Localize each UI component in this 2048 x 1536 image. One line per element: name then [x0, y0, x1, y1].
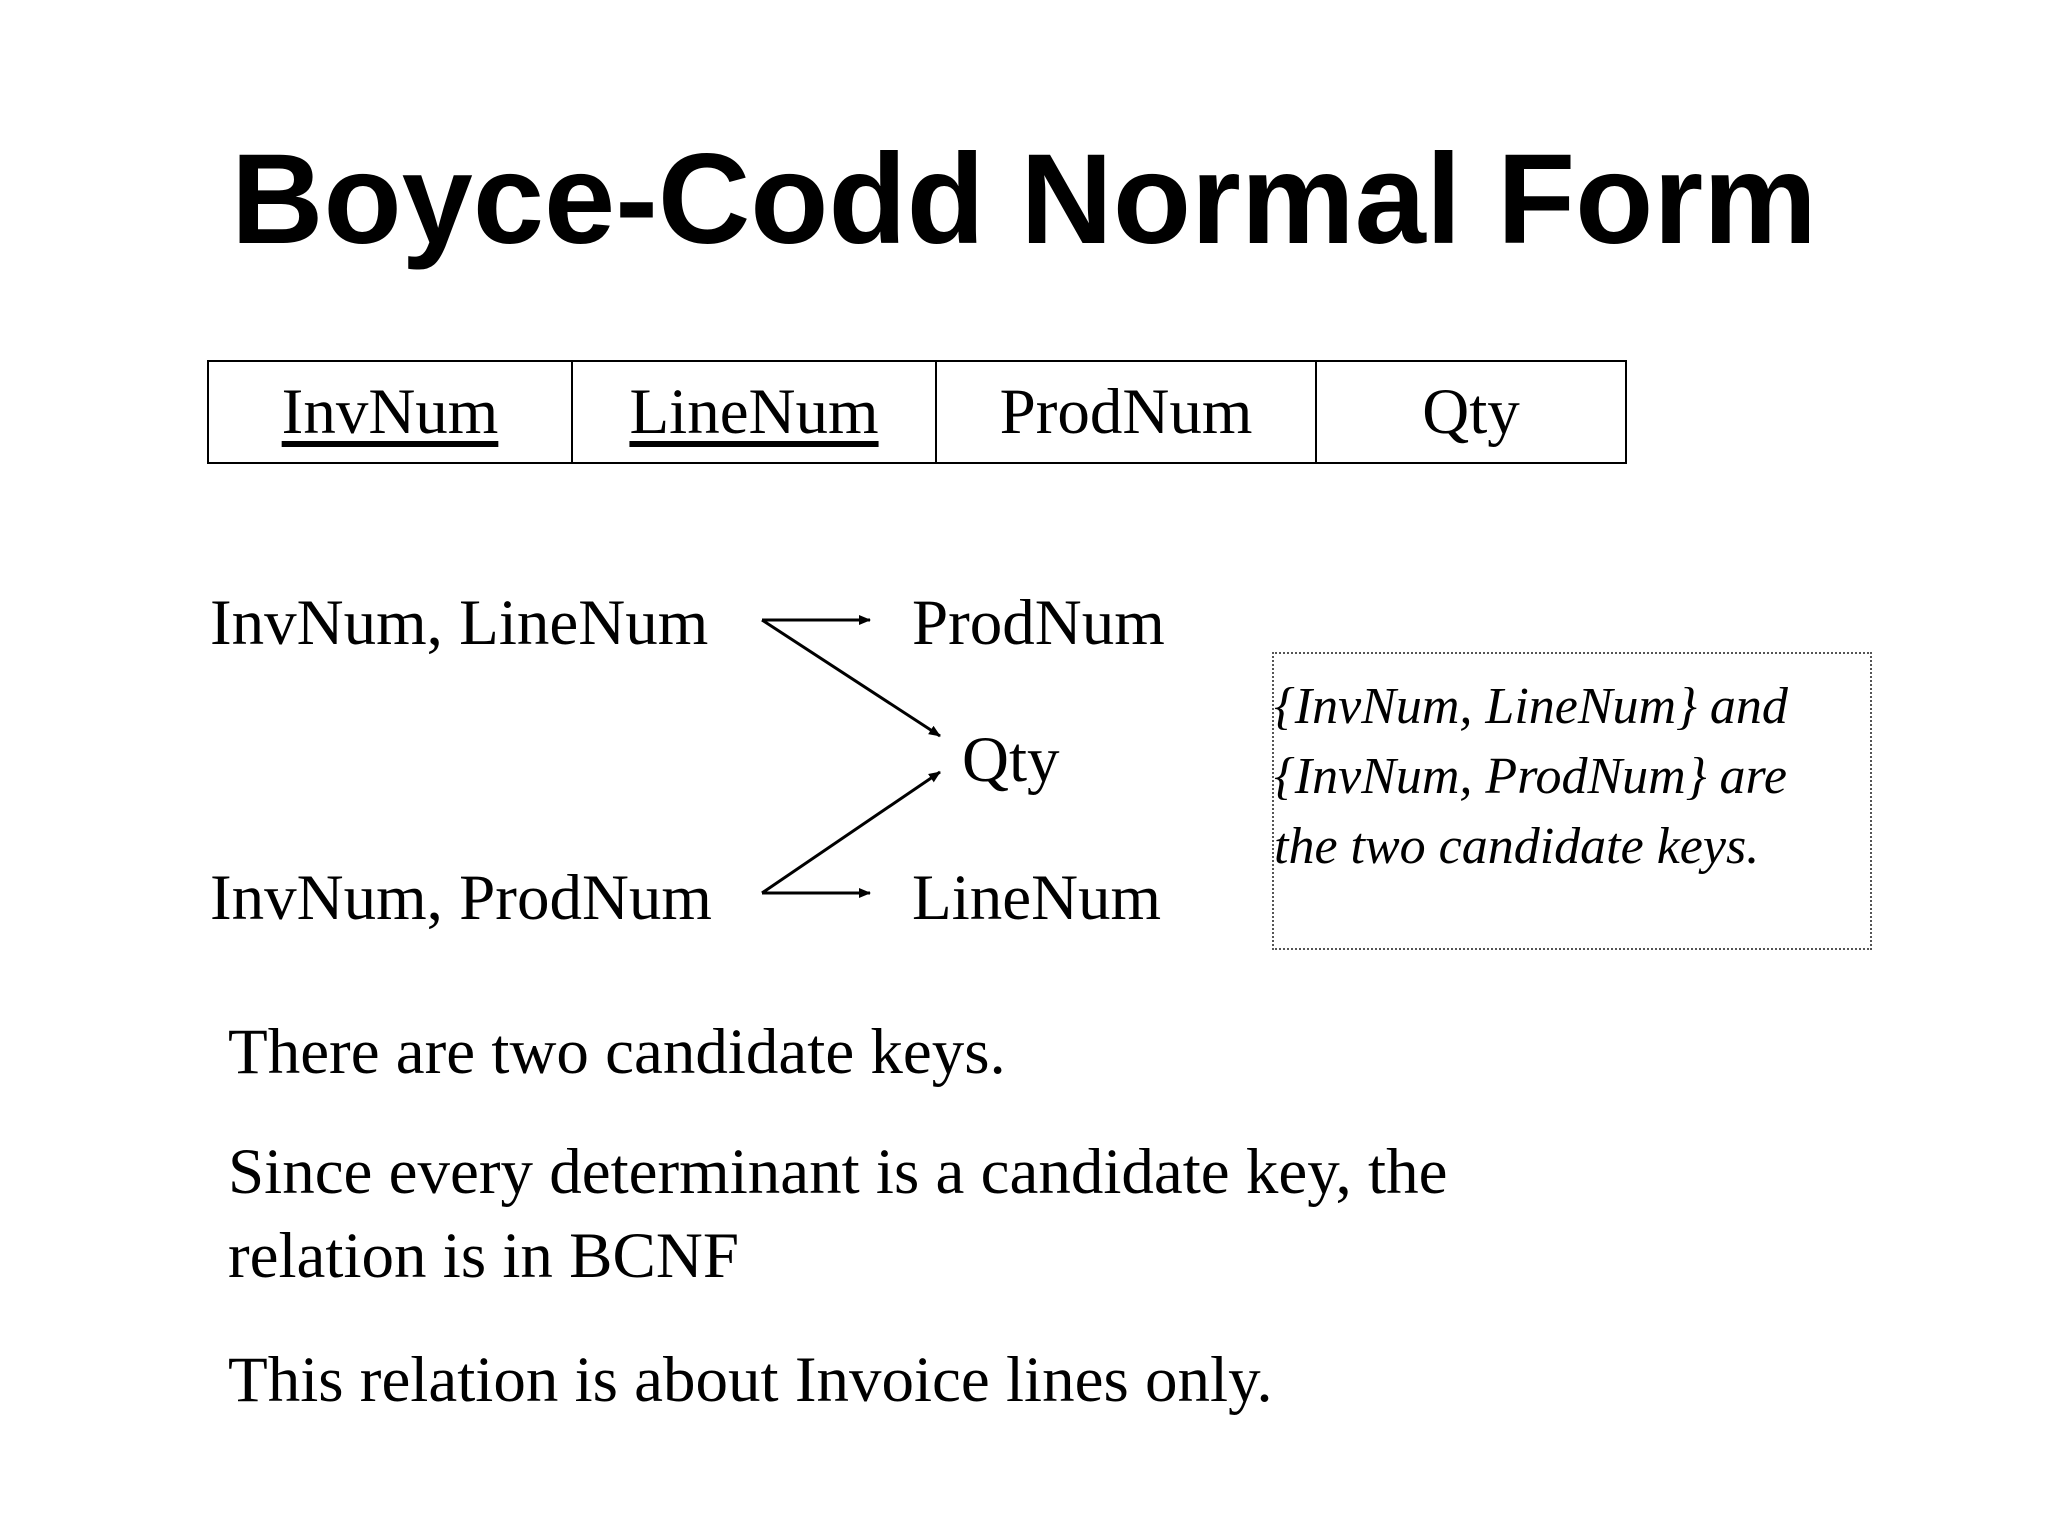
note-line: {InvNum, ProdNum} are [1274, 748, 1787, 805]
dependent-prodnum: ProdNum [912, 587, 1165, 659]
column-label: LineNum [629, 375, 879, 448]
dependent-qty: Qty [962, 724, 1060, 796]
statement-bcnf-line1: Since every determinant is a candidate key, the [228, 1136, 1448, 1208]
determinant-invnum-linenum: InvNum, LineNum [210, 587, 709, 659]
slide-title: Boyce-Codd Normal Form [231, 128, 1817, 271]
statement-invoice-lines: This relation is about Invoice lines only. [228, 1344, 1273, 1416]
column-label: Qty [1422, 375, 1520, 448]
arrow-to-qty-from-bottom [762, 772, 940, 893]
determinant-invnum-prodnum: InvNum, ProdNum [210, 862, 712, 934]
dependent-linenum: LineNum [912, 862, 1162, 934]
statement-candidate-keys: There are two candidate keys. [228, 1016, 1006, 1088]
candidate-keys-note [1272, 652, 1872, 950]
note-line: the two candidate keys. [1274, 818, 1760, 875]
column-label: ProdNum [999, 375, 1253, 448]
statement-bcnf-line2: relation is in BCNF [228, 1220, 739, 1292]
column-label: InvNum [281, 375, 499, 448]
arrow-to-qty-from-top [762, 620, 940, 736]
note-line: {InvNum, LineNum} and [1274, 678, 1788, 735]
